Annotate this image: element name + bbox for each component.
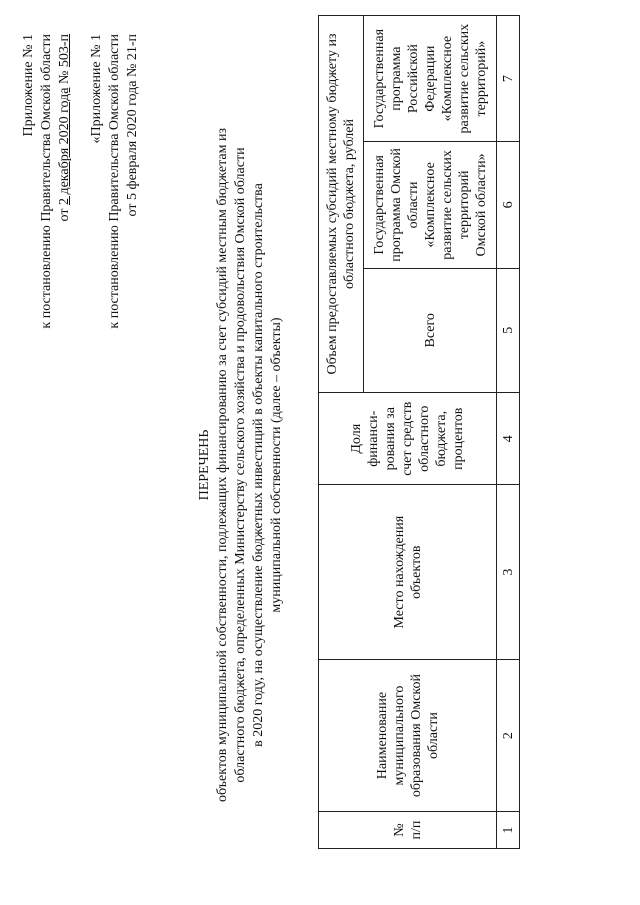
appendix-title: Приложение № 1 xyxy=(21,34,36,137)
header-total: Всего xyxy=(364,268,497,393)
date-prefix: от xyxy=(57,208,72,222)
title-line-2: областного бюджета, определенных Министерству сельского хозяйства и продовольствия Омской области xyxy=(233,147,248,783)
previous-resolution-date: от 5 февраля 2020 года № 21-п xyxy=(125,34,140,217)
table-row xyxy=(497,16,520,849)
number-prefix: № xyxy=(57,70,72,85)
column-number-cell: 5 xyxy=(497,268,520,393)
objects-table xyxy=(318,15,520,849)
resolution-date-line xyxy=(56,34,74,534)
column-number-cell: 1 xyxy=(497,812,520,849)
title-heading: ПЕРЕЧЕНЬ xyxy=(197,429,212,501)
title-line-4: муниципальной собственности (далее – объекты) xyxy=(269,317,284,613)
title-line-1: объектов муниципальной собственности, подлежащих финансированию за счет субсидий местным бюджетам из xyxy=(215,127,230,803)
previous-appendix-title: «Приложение № 1 xyxy=(89,34,104,144)
resolution-date: 2 декабря 2020 года xyxy=(57,87,72,206)
header-federal-program: Государственная программа Российской Федерации «Комплексное развитие сельских территорий» xyxy=(364,16,497,142)
table-header-row xyxy=(319,16,364,849)
column-number-cell: 4 xyxy=(497,393,520,485)
document-title xyxy=(196,65,286,865)
column-number-cell: 6 xyxy=(497,142,520,268)
previous-resolution-ref: к постановлению Правительства Омской области xyxy=(107,34,122,329)
resolution-ref: к постановлению Правительства Омской области xyxy=(39,34,54,329)
header-share: Доля финанси-рования за счет средств областного бюджета, процентов xyxy=(319,393,497,485)
resolution-number: 503-п xyxy=(57,34,72,68)
header-municipality: Наименование муниципального образования Омской области xyxy=(319,659,497,811)
column-number-cell: 2 xyxy=(497,659,520,811)
appendix-header xyxy=(20,34,142,534)
header-location: Место нахождения объектов xyxy=(319,485,497,660)
title-line-3: в 2020 году, на осуществление бюджетных инвестиций в объекты капитального строительства xyxy=(251,183,266,747)
column-number-cell: 3 xyxy=(497,485,520,660)
header-regional-program: Государственная программа Омской области «Комплексное развитие сельских территорий Омской области» xyxy=(364,142,497,268)
header-subsidy-volume: Объем предоставляемых субсидий местному бюджету из областного бюджета, рублей xyxy=(319,16,364,393)
column-number-cell: 7 xyxy=(497,16,520,142)
header-number: № п/п xyxy=(319,812,497,849)
